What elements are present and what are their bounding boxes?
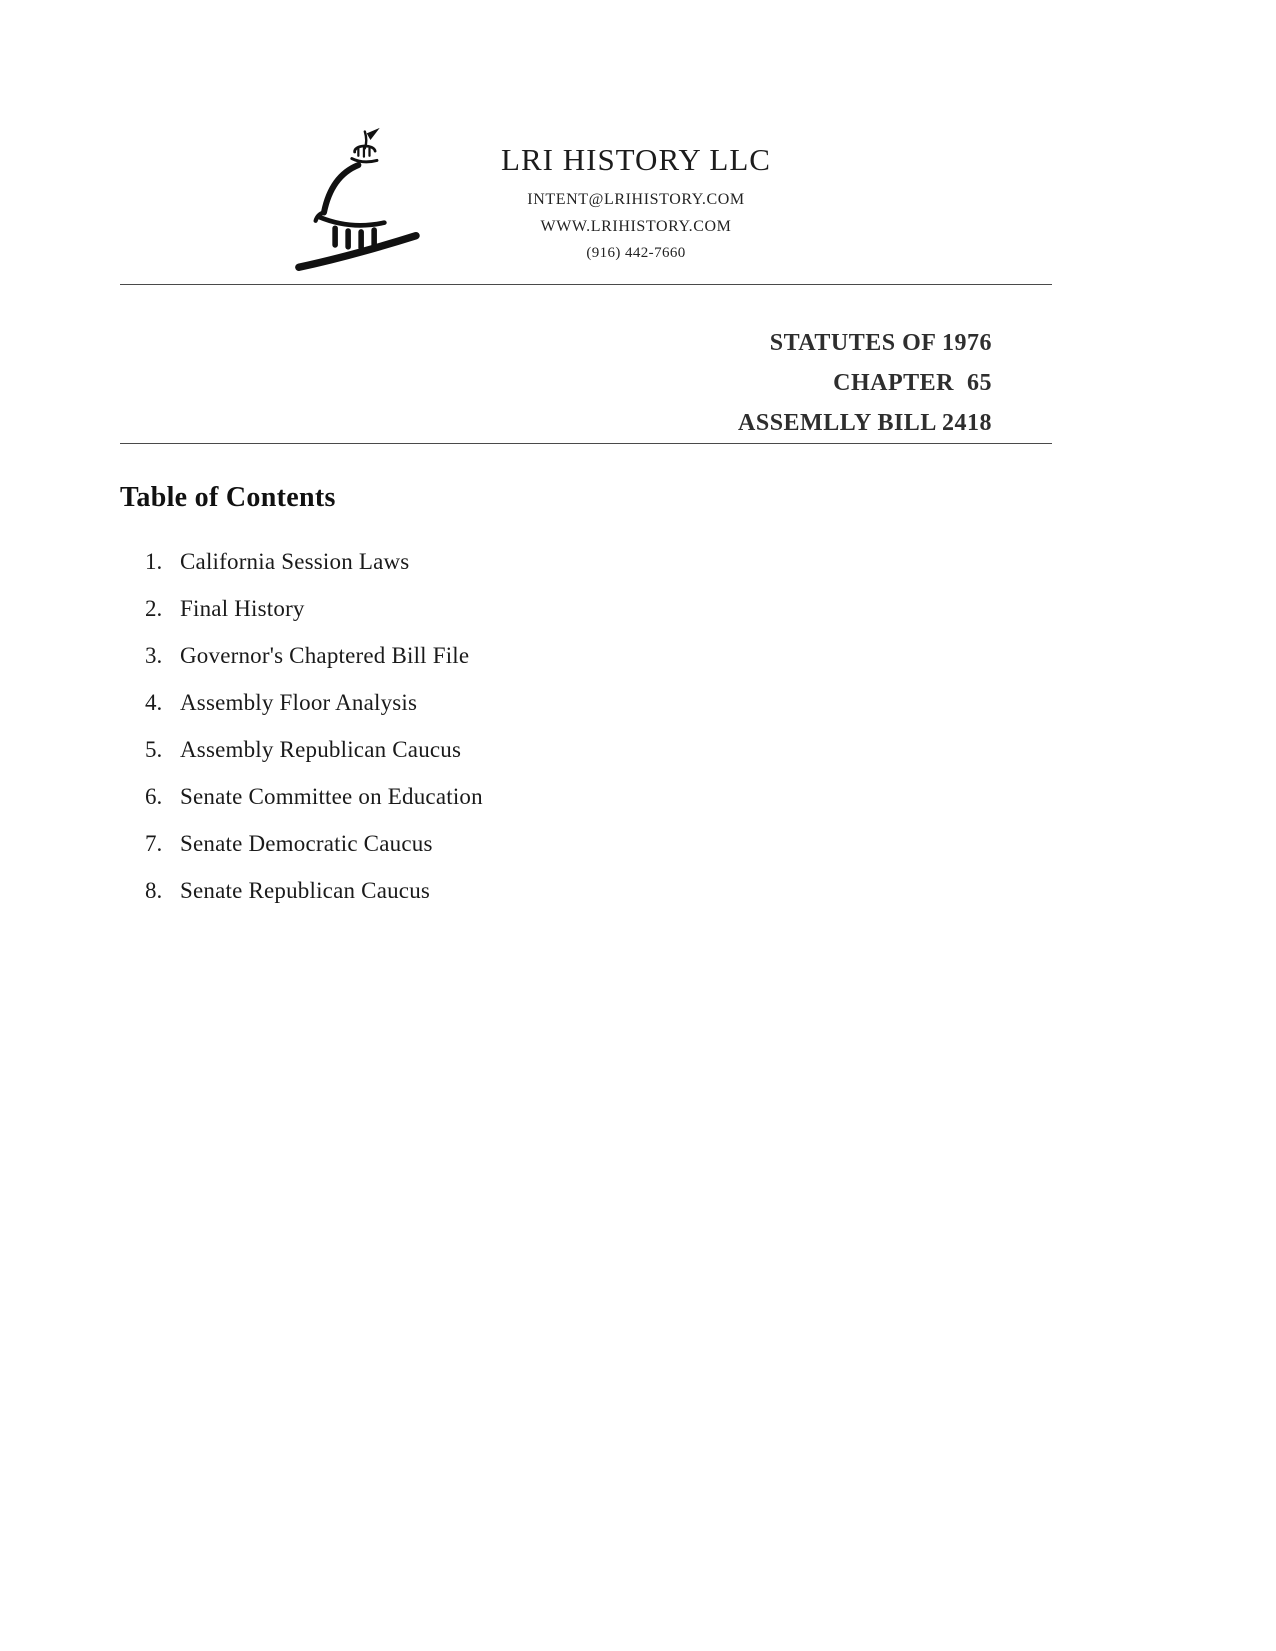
company-phone: (916) 442-7660 (586, 245, 686, 261)
item-label: Senate Committee on Education (180, 784, 483, 809)
list-item (145, 726, 1052, 773)
capitol-dome-logo-icon (290, 126, 436, 284)
list-item (145, 679, 1052, 726)
item-label: Final History (180, 596, 305, 621)
chapter-line: CHAPTER 65 (833, 370, 992, 396)
item-number: 4. (145, 690, 163, 715)
company-email: INTENT@LRIHISTORY.COM (527, 191, 745, 208)
list-item (145, 820, 1052, 867)
item-number: 2. (145, 596, 163, 621)
item-label: California Session Laws (180, 549, 410, 574)
divider-bottom (120, 443, 1052, 444)
item-number: 7. (145, 831, 163, 856)
list-item (145, 773, 1052, 820)
company-name: LRI HISTORY LLC (501, 142, 771, 177)
statute-title-block (120, 323, 1052, 443)
letterhead-text (466, 126, 806, 262)
divider-top (120, 284, 1052, 285)
statutes-line: STATUTES OF 1976 (769, 330, 992, 356)
bill-line: ASSEMLLY BILL 2418 (738, 410, 992, 436)
list-item (145, 867, 1052, 914)
item-label: Governor's Chaptered Bill File (180, 643, 470, 668)
company-website: WWW.LRIHISTORY.COM (540, 218, 732, 235)
item-number: 3. (145, 643, 163, 668)
list-item (145, 632, 1052, 679)
document-page (120, 0, 1052, 914)
item-label: Senate Republican Caucus (180, 878, 431, 903)
toc-list (120, 538, 1052, 914)
item-number: 8. (145, 878, 163, 903)
letterhead (120, 0, 1052, 284)
list-item (145, 538, 1052, 585)
list-item (145, 585, 1052, 632)
item-label: Assembly Floor Analysis (180, 690, 418, 715)
toc-heading: Table of Contents (120, 482, 336, 513)
item-number: 6. (145, 784, 163, 809)
item-label: Senate Democratic Caucus (180, 831, 433, 856)
item-label: Assembly Republican Caucus (180, 737, 462, 762)
item-number: 5. (145, 737, 163, 762)
item-number: 1. (145, 549, 163, 574)
